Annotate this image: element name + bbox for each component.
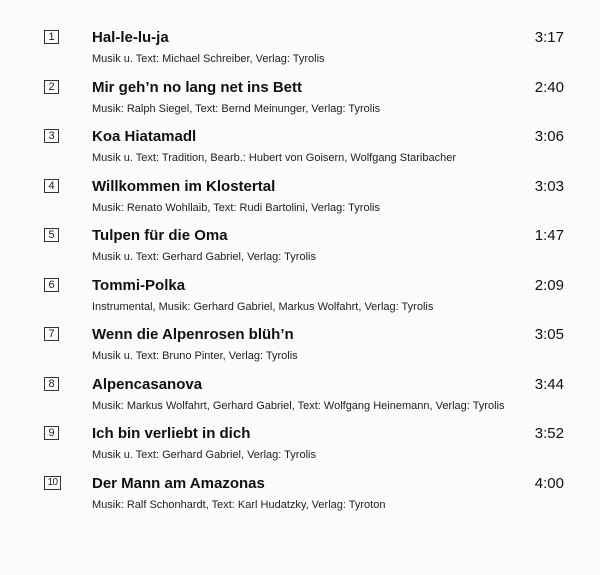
track-credits: Musik u. Text: Michael Schreiber, Verlag: Tyrolis: [92, 53, 325, 65]
track-duration: 3:03: [534, 177, 564, 195]
track-duration: 3:52: [534, 425, 564, 442]
track-row: [0, 0, 600, 65]
track-duration: 3:05: [534, 326, 564, 343]
track-credits: Musik: Markus Wolfahrt, Gerhard Gabriel, Text: Wolfgang Heinemann, Verlag: Tyrolis: [92, 399, 505, 412]
track-credits: Musik u. Text: Tradition, Bearb.: Hubert von Goisern, Wolfgang Staribacher: [92, 152, 456, 164]
track-duration: 1:47: [534, 227, 564, 244]
track-number: 4: [44, 179, 59, 193]
track-duration: 2:40: [534, 78, 564, 96]
track-title: Alpencasanova: [92, 375, 203, 393]
track-duration: 4:00: [534, 474, 564, 492]
track-number: 5: [44, 228, 59, 242]
track-duration: 3:44: [534, 375, 564, 393]
track-title: Der Mann am Amazonas: [92, 474, 265, 492]
track-number: 1: [44, 30, 59, 44]
track-credits: Instrumental, Musik: Gerhard Gabriel, Markus Wolfahrt, Verlag: Tyrolis: [92, 300, 434, 313]
track-title: Koa Hiatamadl: [92, 128, 197, 145]
track-title: Mir geh’n no lang net ins Bett: [92, 78, 302, 96]
track-row: [0, 50, 600, 115]
track-number: 6: [44, 278, 59, 292]
track-row: [0, 396, 600, 461]
track-number: 3: [44, 129, 59, 143]
track-row: [0, 347, 600, 412]
track-number: 2: [44, 80, 59, 94]
track-number: 9: [44, 426, 59, 440]
track-number: 8: [44, 377, 59, 391]
track-title: Willkommen im Klostertal: [92, 177, 276, 195]
track-number: 7: [44, 327, 59, 341]
track-row: [0, 198, 600, 263]
track-row: [0, 99, 600, 164]
track-credits: Musik u. Text: Gerhard Gabriel, Verlag: Tyrolis: [92, 251, 316, 263]
track-row: [0, 446, 600, 511]
track-row: [0, 248, 600, 313]
track-row: [0, 149, 600, 214]
track-title: Tommi-Polka: [92, 276, 186, 294]
track-credits: Musik: Ralph Siegel, Text: Bernd Meinunger, Verlag: Tyrolis: [92, 102, 381, 115]
track-title: Tulpen für die Oma: [92, 227, 228, 244]
track-number: 10: [44, 476, 61, 490]
track-title: Wenn die Alpenrosen blüh’n: [92, 326, 294, 343]
track-title: Ich bin verliebt in dich: [92, 425, 251, 442]
track-credits: Musik u. Text: Bruno Pinter, Verlag: Tyrolis: [92, 350, 298, 362]
track-credits: Musik u. Text: Gerhard Gabriel, Verlag: Tyrolis: [92, 449, 316, 461]
track-duration: 3:06: [534, 128, 564, 145]
track-duration: 2:09: [534, 276, 564, 294]
track-credits: Musik: Ralf Schonhardt, Text: Karl Hudatzky, Verlag: Tyroton: [92, 498, 386, 511]
track-title: Hal-le-lu-ja: [92, 29, 169, 46]
track-credits: Musik: Renato Wohllaib, Text: Rudi Bartolini, Verlag: Tyrolis: [92, 201, 380, 214]
track-row: [0, 297, 600, 362]
track-duration: 3:17: [534, 29, 564, 46]
